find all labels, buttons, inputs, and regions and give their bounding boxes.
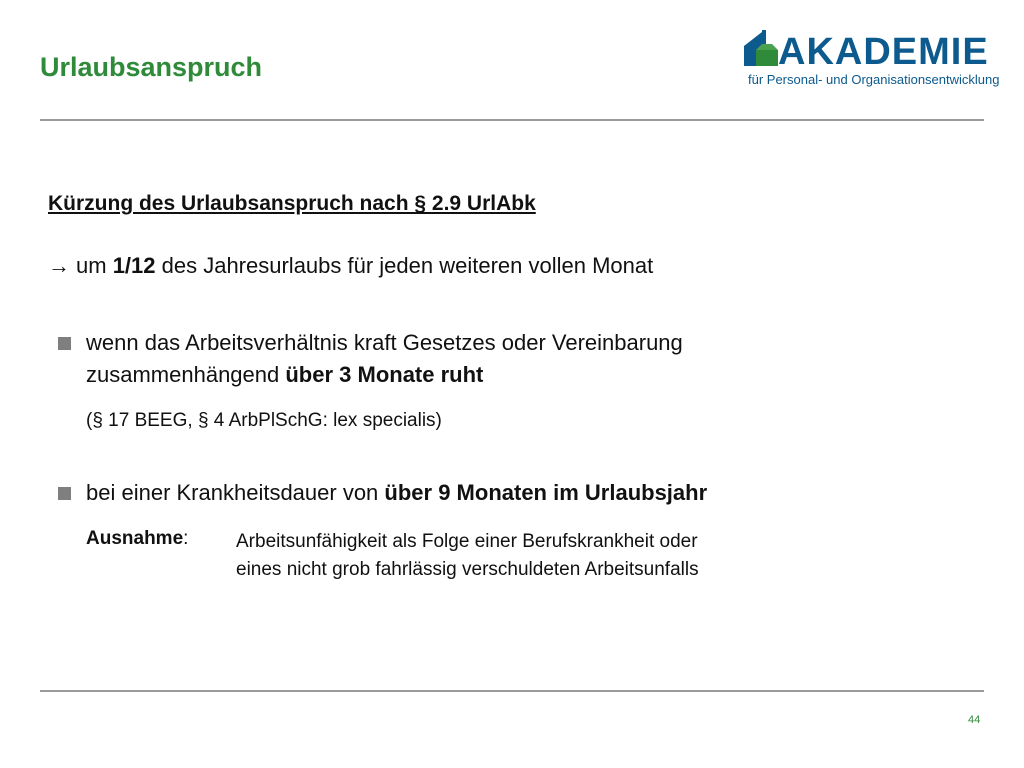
lead-fraction: 1/12 bbox=[112, 253, 156, 278]
footer-divider bbox=[40, 690, 984, 692]
logo-subtitle: für Personal- und Organisationsentwicklung bbox=[748, 72, 1000, 87]
lead-prefix: um bbox=[76, 253, 113, 278]
exception-line: eines nicht grob fahrlässig verschuldeten Arbeitsunfalls bbox=[236, 559, 699, 580]
bullet-text-bold: über 3 Monate ruht bbox=[285, 362, 484, 387]
lead-suffix: des Jahresurlaubs für jeden weiteren vollen Monat bbox=[155, 253, 654, 278]
slide-title: Urlaubsanspruch bbox=[40, 52, 263, 82]
bullet-text-bold: über 9 Monaten im Urlaubsjahr bbox=[384, 480, 708, 505]
bullet-line: wenn das Arbeitsverhältnis kraft Gesetzes oder Vereinbarung bbox=[86, 330, 683, 355]
exception-label-bold: Ausnahme bbox=[86, 528, 184, 549]
exception-line: Arbeitsunfähigkeit als Folge einer Berufskrankheit oder bbox=[236, 531, 698, 552]
house-logo-icon bbox=[742, 30, 782, 72]
bullet-text-plain: bei einer Krankheitsdauer von bbox=[86, 480, 385, 505]
section-heading: Kürzung des Urlaubsanspruch nach § 2.9 UrlAbk bbox=[48, 192, 536, 215]
square-bullet-icon bbox=[58, 487, 71, 500]
exception-label bbox=[86, 528, 188, 550]
lead-line bbox=[48, 253, 653, 279]
square-bullet-icon bbox=[58, 337, 71, 350]
exception-label-colon: : bbox=[183, 528, 189, 549]
exception-text bbox=[236, 528, 699, 584]
bullet-text-plain: zusammenhängend bbox=[86, 362, 286, 387]
bullet-item bbox=[86, 477, 707, 509]
bullet-item bbox=[86, 327, 683, 391]
legal-reference-note: (§ 17 BEEG, § 4 ArbPlSchG: lex specialis) bbox=[86, 410, 442, 431]
logo-wordmark: AKADEMIE bbox=[778, 31, 989, 73]
page-number: 44 bbox=[968, 714, 981, 726]
right-arrow-icon: → bbox=[48, 253, 70, 278]
bullet-line bbox=[86, 359, 683, 391]
header-divider bbox=[40, 119, 984, 121]
akademie-logo bbox=[742, 30, 1000, 90]
